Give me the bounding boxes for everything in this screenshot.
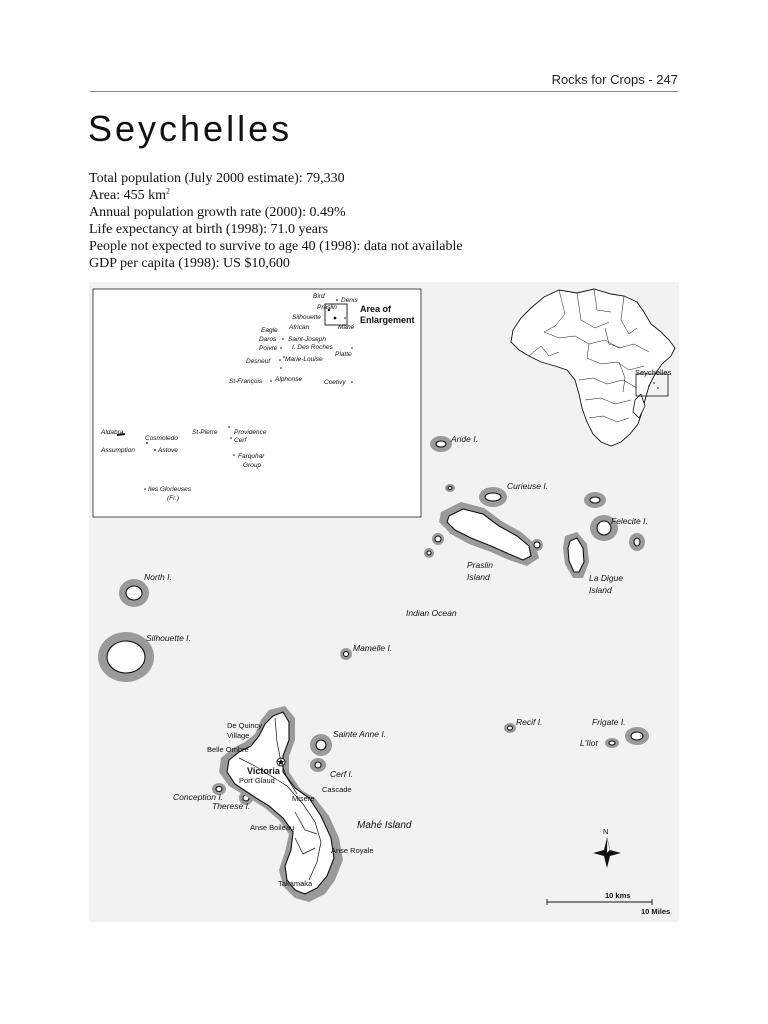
enlargement-label: Enlargement <box>360 315 415 325</box>
label-misere: Misere <box>292 794 315 803</box>
area-of-label: Area of <box>360 304 392 314</box>
label-felecite: Felecite I. <box>611 516 648 526</box>
inset-label-desneuf: Desneuf <box>246 358 271 365</box>
inset-label-farquhar: Farquhar <box>238 453 265 460</box>
scale-km-label: 10 kms <box>605 891 631 900</box>
label-therese: Therese I. <box>212 801 251 811</box>
label-frigate: Frigate I. <box>592 717 626 727</box>
scale-miles-label: 10 Miles <box>641 907 671 916</box>
inset-label-group: Group <box>243 462 262 469</box>
fact-life-expectancy: Life expectancy at birth (1998): 71.0 years <box>89 222 329 237</box>
label-cascade: Cascade <box>322 785 352 794</box>
label-conception: Conception I. <box>173 792 224 802</box>
fact-area-superscript: 2 <box>165 186 170 196</box>
inset-label-eagle: Eagle <box>261 327 278 334</box>
label-lilot: L'Ilot <box>580 738 598 748</box>
label-sainte-anne: Sainte Anne I. <box>333 729 387 739</box>
fact-survival: People not expected to survive to age 40 (1998): data not available <box>89 239 463 254</box>
label-anse-boileau: Anse Boileau <box>250 823 295 832</box>
inset-label-praslin: Praslin <box>317 304 337 311</box>
inset-map <box>93 289 421 517</box>
label-takamaka: Takamaka <box>278 879 313 888</box>
label-curieuse: Curieuse I. <box>507 481 549 491</box>
fact-area-text: Area: 455 km <box>89 188 166 203</box>
label-aride: Aride I. <box>451 434 478 444</box>
map-svg <box>89 282 679 922</box>
inset-label-cosmoledo: Cosmoledo <box>145 435 178 442</box>
label-la-digue-1: La Digue <box>589 573 624 583</box>
island-recif <box>504 723 516 733</box>
fact-area <box>89 187 463 204</box>
header-rule <box>90 91 678 92</box>
page-title: Seychelles <box>88 108 293 149</box>
inset-label-fr: (Fr.) <box>167 495 180 502</box>
label-mamelle: Mamelle I. <box>353 643 393 653</box>
label-praslin-1: Praslin <box>467 560 493 570</box>
inset-label-cerf: Cerf <box>234 437 247 444</box>
label-belle-ombre: Belle Ombre <box>207 745 249 754</box>
inset-label-aldabra: Aldabra <box>101 429 124 436</box>
island-north <box>119 579 149 607</box>
country-facts <box>89 170 463 272</box>
label-north: North I. <box>144 572 172 582</box>
africa-label-seychelles: Seychelles <box>635 368 672 377</box>
inset-label-providence: Providence <box>234 429 267 436</box>
inset-label-assumption: Assumption <box>101 447 135 454</box>
fact-gdp: GDP per capita (1998): US $10,600 <box>89 256 290 271</box>
inset-label-silhouette: Silhouette <box>292 314 321 321</box>
label-de-quincy-1: De Quincy <box>227 721 263 730</box>
inset-label-astove: Astove <box>158 447 178 454</box>
inset-label-st-pierre: St-Pierre <box>192 429 218 436</box>
inset-label-alphonse: Alphonse <box>275 376 303 383</box>
label-indian-ocean: Indian Ocean <box>406 608 457 618</box>
label-la-digue-2: Island <box>589 585 612 595</box>
inset-label-coetivy: Coetivy <box>324 379 346 386</box>
island-mamelle <box>340 648 352 660</box>
island-lilot <box>605 738 619 748</box>
inset-label-mahe: Mahé <box>338 324 355 331</box>
inset-label-bird: Bird <box>313 293 325 300</box>
label-mahe: Mahé Island <box>357 820 412 831</box>
label-cerf: Cerf I. <box>330 769 354 779</box>
label-victoria: Victoria <box>247 766 280 776</box>
island-curieuse <box>479 487 507 507</box>
inset-label-poivre: Poivre <box>259 345 278 352</box>
label-de-quincy-2: Village <box>227 731 250 740</box>
inset-label-daros: Daros <box>259 336 277 343</box>
inset-label-denis: Denis <box>341 297 358 304</box>
fact-population: Total population (July 2000 estimate): 79,330 <box>89 171 345 186</box>
victoria-star <box>277 758 285 766</box>
running-header: Rocks for Crops - 247 <box>551 72 678 87</box>
inset-label-glorieuses: Iles Glorieuses <box>148 486 191 493</box>
north-arrow-label: N <box>603 827 609 836</box>
label-anse-royale: Anse Royale <box>331 846 374 855</box>
inset-label-des-roches: I. Des Roches <box>292 344 333 351</box>
seychelles-map <box>89 282 679 922</box>
fact-growth: Annual population growth rate (2000): 0.49% <box>89 205 346 220</box>
island-aride <box>430 436 452 452</box>
inset-label-marie-louise: Marie-Louise <box>285 356 323 363</box>
island-frigate <box>625 727 649 745</box>
label-praslin-2: Island <box>467 572 490 582</box>
label-recif: Recif I. <box>516 717 543 727</box>
inset-label-platte: Platte <box>335 351 352 358</box>
inset-label-st-francois: St-François <box>229 378 263 385</box>
inset-label-saint-joseph: Saint-Joseph <box>288 336 326 343</box>
label-port-glaud: Port Glaud <box>239 776 275 785</box>
inset-label-african: African <box>289 324 310 331</box>
label-silhouette: Silhouette I. <box>146 633 191 643</box>
